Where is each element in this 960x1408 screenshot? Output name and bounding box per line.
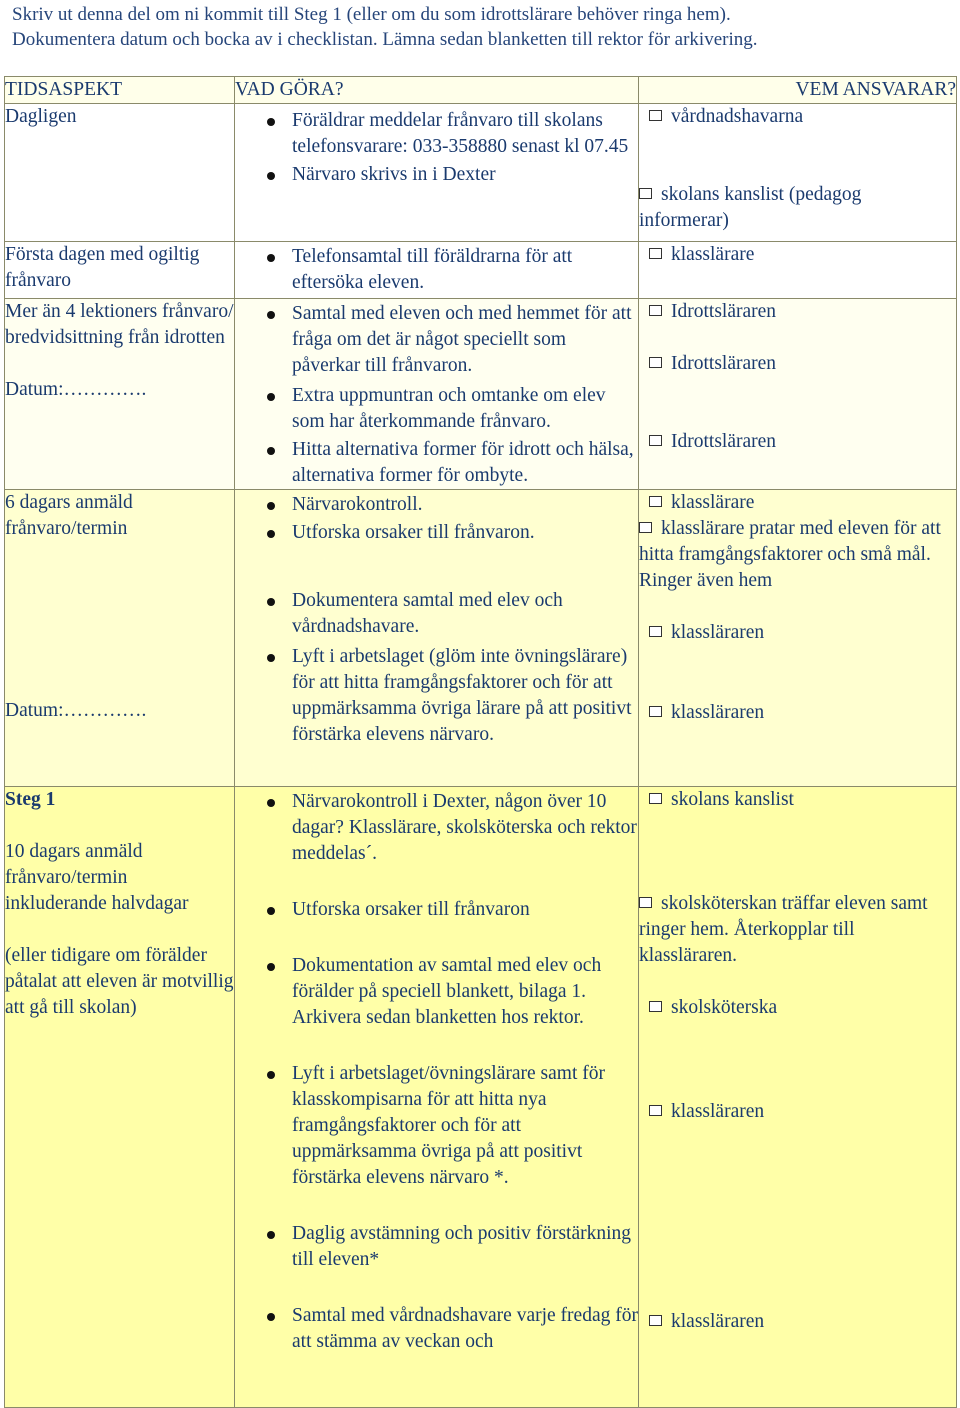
checkbox-item[interactable]: skolans kanslist <box>639 787 956 813</box>
checkbox-item[interactable]: Idrottsläraren <box>639 299 956 325</box>
date-field[interactable]: Datum:…………. <box>5 700 147 721</box>
checkbox-item[interactable]: skolsköterskan träffar eleven samt ringer hem. Återkopplar till klassläraren. <box>639 891 956 969</box>
checkbox-item[interactable]: klasslärare pratar med eleven för att hitta framgångsfaktorer och små mål. Ringer även hem <box>639 516 956 594</box>
checkbox-item[interactable]: skolsköterska <box>639 995 956 1021</box>
action-item: Dokumentation av samtal med elev och förälder på speciell blankett, bilaga 1. Arkivera sedan blanketten hos rektor. <box>235 953 638 1031</box>
actions-first-day <box>235 242 639 299</box>
time-first-day: Första dagen med ogiltig frånvaro <box>5 242 235 299</box>
time-four-lessons: Mer än 4 lektioners frånvaro/ bredvidsittning från idrotten Datum:…………. <box>5 299 235 490</box>
date-field[interactable]: Datum:…………. <box>5 379 147 400</box>
checkbox-item[interactable]: vårdnadshavarna <box>639 104 956 130</box>
checkbox-item[interactable]: klassläraren <box>639 620 956 646</box>
table-row-six-days <box>5 490 957 787</box>
absence-action-table <box>4 76 957 1408</box>
table-row-first-day <box>5 242 957 299</box>
action-item: Närvarokontroll. <box>235 492 638 518</box>
header-vad-gora: VAD GÖRA? <box>235 77 639 104</box>
action-item: Lyft i arbetslaget/övningslärare samt för klasskompisarna för att hitta nya framgångsfaktorer och för att uppmärksamma övriga på att positivt förstärka elevens närvaro *. <box>235 1061 638 1191</box>
action-item: Utforska orsaker till frånvaron <box>235 897 638 923</box>
table-header-row <box>5 77 957 104</box>
actions-six-days <box>235 490 639 787</box>
action-item: Telefonsamtal till föräldrarna för att eftersöka eleven. <box>235 244 638 296</box>
table-row-step-1 <box>5 787 957 1408</box>
checkbox-item[interactable]: Idrottsläraren <box>639 351 956 377</box>
header-vem-ansvarar: VEM ANSVARAR? <box>639 77 957 104</box>
action-item: Närvaro skrivs in i Dexter <box>235 162 638 188</box>
step-title: Steg 1 <box>5 789 56 810</box>
action-item: Utforska orsaker till frånvaron. <box>235 520 638 546</box>
action-item: Närvarokontroll i Dexter, någon över 10 dagar? Klasslärare, skolsköterska och rektor meddelas´. <box>235 789 638 867</box>
actions-step-1 <box>235 787 639 1408</box>
time-six-days: 6 dagars anmäld frånvaro/termin Datum:…………. <box>5 490 235 787</box>
responsible-first-day <box>639 242 957 299</box>
actions-daily <box>235 104 639 242</box>
responsible-step-1 <box>639 787 957 1408</box>
checkbox-item[interactable]: klassläraren <box>639 1309 956 1335</box>
responsible-daily <box>639 104 957 242</box>
action-item: Hitta alternativa former för idrott och hälsa, alternativa former för ombyte. <box>235 437 638 489</box>
action-item: Samtal med vårdnadshavare varje fredag för att stämma av veckan och <box>235 1303 638 1355</box>
checkbox-item[interactable]: klasslärare <box>639 490 956 516</box>
checkbox-item[interactable]: Idrottsläraren <box>639 429 956 455</box>
table-row-four-lessons <box>5 299 957 490</box>
action-item: Daglig avstämning och positiv förstärkning till eleven* <box>235 1221 638 1273</box>
action-item: Lyft i arbetslaget (glöm inte övningslärare) för att hitta framgångsfaktorer och för att uppmärksamma övriga lärare på att positivt förstärka elevens närvaro. <box>235 644 638 748</box>
checkbox-item[interactable]: klassläraren <box>639 700 956 726</box>
action-item: Dokumentera samtal med elev och vårdnadshavare. <box>235 588 638 640</box>
responsible-six-days <box>639 490 957 787</box>
action-item: Extra uppmuntran och omtanke om elev som har återkommande frånvaro. <box>235 383 638 435</box>
instruction-line-1: Skriv ut denna del om ni kommit till Steg 1 (eller om du som idrottslärare behöver ringa hem). <box>12 4 731 25</box>
action-item: Samtal med eleven och med hemmet för att fråga om det är något speciellt som påverkar till frånvaron. <box>235 301 638 379</box>
checkbox-item[interactable]: klasslärare <box>639 242 956 268</box>
responsible-four-lessons <box>639 299 957 490</box>
instructions <box>12 2 952 52</box>
time-step-1: Steg 1 10 dagars anmäld frånvaro/termin inkluderande halvdagar (eller tidigare om förälder påtalat att eleven är motvillig att gå till skolan) <box>5 787 235 1408</box>
instruction-line-2: Dokumentera datum och bocka av i checklistan. Lämna sedan blanketten till rektor för arkivering. <box>12 29 758 50</box>
checkbox-item[interactable]: klassläraren <box>639 1099 956 1125</box>
header-tidsaspekt: TIDSASPEKT <box>5 77 235 104</box>
table-row-daily <box>5 104 957 242</box>
checkbox-item[interactable]: skolans kanslist (pedagog informerar) <box>639 182 956 234</box>
actions-four-lessons <box>235 299 639 490</box>
action-item: Föräldrar meddelar frånvaro till skolans telefonsvarare: 033-358880 senast kl 07.45 <box>235 108 638 160</box>
time-daily: Dagligen <box>5 104 235 242</box>
